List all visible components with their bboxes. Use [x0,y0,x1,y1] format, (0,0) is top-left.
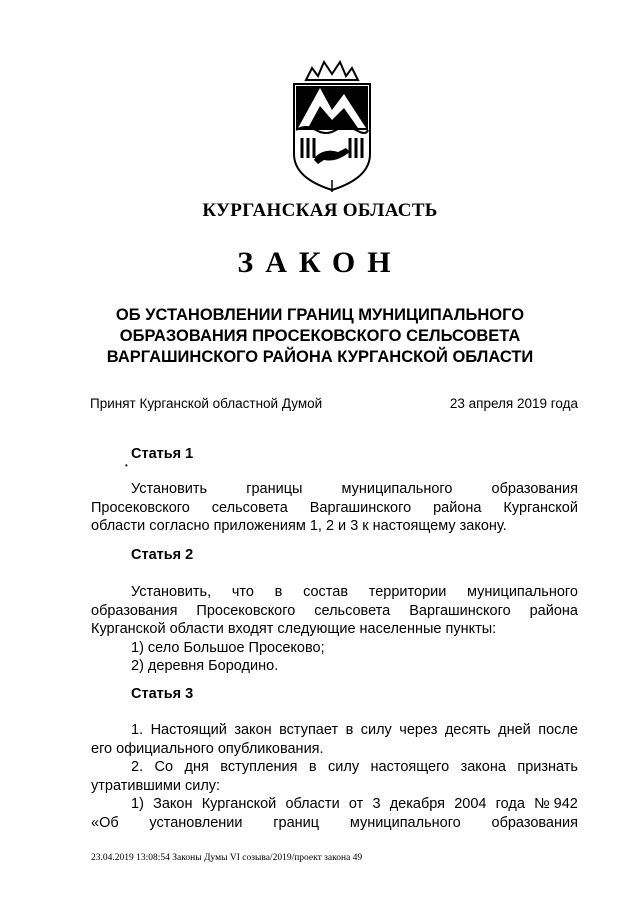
word: границы [246,481,303,497]
word: десять [444,722,491,738]
word: 3 [372,796,381,812]
word: силу [360,722,392,738]
word: силу [328,759,360,775]
word: Варгашинского [309,499,412,516]
region-title: КУРГАНСКАЯ ОБЛАСТЬ [202,200,438,221]
text-line [91,795,578,814]
word: закона [460,759,506,775]
document-type: ЗАКОН [237,246,403,279]
word: дней [498,722,531,738]
adoption-date: 23 апреля 2019 года [449,396,578,411]
text-line [91,721,578,740]
word: в [308,759,317,775]
word: муниципального [341,481,453,497]
law-title [70,305,570,368]
word: территории [368,584,447,600]
word: года [495,796,525,812]
text-line [91,583,578,602]
law-title-line: ВАРГАШИНСКОГО РАЙОНА КУРГАНСКОЙ ОБЛАСТИ [106,348,534,366]
word: в [274,584,283,600]
word: района [433,499,482,516]
word: Закон [153,796,193,812]
word: образования [491,481,578,497]
text-line: области согласно приложениям 1, 2 и 3 к настоящему закону. [91,518,507,534]
word: дня [184,759,209,775]
word: Со [154,759,174,775]
word: границ [273,814,320,831]
adoption-info [90,396,578,411]
word: признать [517,759,578,775]
coat-of-arms-emblem [286,58,378,194]
word: 2004 [454,796,487,812]
word: муниципального [467,584,578,600]
word: в [345,722,354,738]
word: через [399,722,438,738]
word: от [348,796,364,812]
list-item: 1) село Большое Просеково; [131,639,325,656]
text-line: Курганской области входят следующие населенные пункты: [91,621,497,637]
word: «Об [91,814,119,831]
word: декабря [389,796,446,812]
word: № 942 [534,796,578,812]
footer-file-info: 23.04.2019 13:08:54 Законы Думы VI созыва/2019/проект закона 49 [91,853,363,863]
word: закон [234,722,272,738]
text-line [91,480,578,499]
word: сельсовета [211,499,288,516]
text-line [91,758,578,777]
word: Курганской [503,499,578,516]
article-2-text [91,583,578,676]
word: муниципального [349,814,461,831]
word: района [529,602,578,619]
word: Просековского [196,602,296,619]
article-1-text [91,480,578,536]
word: Курганской [201,796,277,812]
word: области [285,796,340,812]
word: состав [303,584,349,600]
list-item: 2) деревня Бородино. [131,658,279,674]
word: 1) [131,796,144,812]
law-title-line: ОБРАЗОВАНИЯ ПРОСЕКОВСКОГО СЕЛЬСОВЕТА [119,327,521,345]
adopted-by: Принят Курганской областной Думой [90,396,323,411]
scan-mark: • [125,461,128,470]
word: настоящего [370,759,450,775]
article-2-heading: Статья 2 [131,547,194,563]
word: вступления [220,759,298,775]
text-line: его официального опубликования. [91,740,324,757]
word: Варгашинского [409,602,511,619]
word: 2. [131,759,144,775]
article-1-heading: Статья 1 [131,446,194,462]
text-line [91,499,578,518]
word: образования [91,602,178,619]
word: после [538,722,578,738]
word: что [231,584,254,600]
law-title-line: ОБ УСТАНОВЛЕНИИ ГРАНИЦ МУНИЦИПАЛЬНОГО [115,306,525,324]
word: установлении [149,814,243,831]
word: 1. [131,722,144,738]
article-3-heading: Статья 3 [131,686,194,702]
word: Настоящий [150,722,227,738]
word: сельсовета [314,602,391,619]
word: образования [491,814,578,831]
text-line [91,814,578,833]
text-line: утратившими силу: [91,777,221,794]
word: Просековского [91,499,190,516]
word: Установить [131,481,208,497]
word: Установить, [131,584,212,600]
text-line [91,602,578,621]
article-3-text [91,721,578,832]
word: вступает [279,722,339,738]
